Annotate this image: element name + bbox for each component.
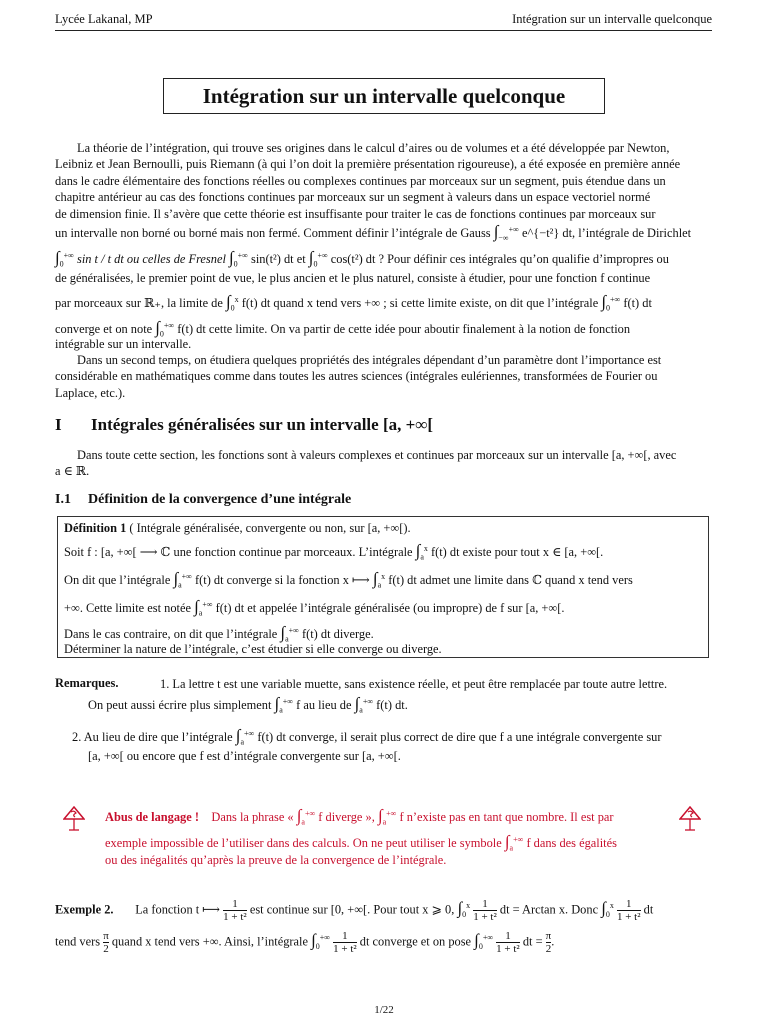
intro-line: dans le cadre élémentaire des fonctions réelles ou complexes continues par morceaux sur un segment, puis étendue dans un	[55, 173, 666, 188]
remark-text: f(t) dt converge, il serait plus correct de dire que f a une intégrale convergente sur	[257, 730, 662, 745]
integral-symbol: ∫	[280, 623, 286, 643]
remarks-heading: Remarques.	[55, 676, 119, 690]
integral-upper-bound: +∞	[317, 251, 328, 260]
remark-2-line	[72, 726, 714, 751]
integral-lower-bound: 0	[605, 909, 610, 919]
integral-lower-bound: a	[198, 608, 203, 618]
definition-line	[64, 569, 702, 594]
integral-symbol: ∫	[493, 222, 499, 242]
definition-subtitle: ( Intégrale généralisée, convergente ou non, sur [a, +∞[).	[129, 521, 411, 535]
fraction-numerator: 1	[496, 930, 520, 943]
integral-symbol: ∫	[415, 541, 421, 561]
integral-symbol: ∫	[601, 292, 607, 312]
warning-line-3: ou des inégalités qu’après la preuve de la convergence de l’intégrale.	[105, 853, 447, 867]
definition-text: +∞. Cette limite est notée	[64, 601, 191, 616]
integral-symbol: ∫	[274, 694, 280, 714]
remark-text: f(t) dt.	[376, 698, 408, 713]
integral-lower-bound: 0	[462, 909, 467, 919]
integral-symbol: ∫	[173, 569, 179, 589]
integral-lower-bound: a	[279, 705, 283, 715]
integral-symbol: ∫	[474, 930, 479, 950]
integral-upper-bound: +∞	[181, 572, 192, 581]
intro-text: f(t) dt	[623, 296, 652, 311]
definition-text: f(t) dt admet une limite dans ℂ quand x tend vers	[388, 573, 633, 588]
integral-lower-bound: a	[377, 580, 382, 590]
integral-symbol: ∫	[194, 597, 199, 617]
integral-lower-bound: a	[359, 705, 363, 715]
intro-text: sin(t²) dt et	[251, 252, 306, 267]
definition-title-line	[64, 520, 702, 536]
header-right: Intégration sur un intervalle quelconque	[512, 12, 712, 26]
section-number: I	[55, 415, 62, 434]
intro-paragraph-1	[55, 140, 713, 222]
warning-line-1	[105, 806, 675, 831]
intro-text: converge et on note	[55, 322, 153, 337]
integral-symbol: ∫	[457, 898, 463, 918]
integral-lower-bound: 0	[478, 941, 483, 951]
integral-upper-bound: +∞	[482, 933, 494, 943]
integral-lower-bound: a	[382, 817, 387, 827]
fraction-pi-over-2	[546, 930, 552, 955]
integral-symbol: ∫	[155, 318, 160, 338]
header-left: Lycée Lakanal, MP	[55, 12, 153, 26]
integral-lower-bound: 0	[606, 303, 611, 313]
definition-text: f(t) dt existe pour tout x ∈ [a, +∞[.	[430, 545, 604, 560]
definition-text: f(t) dt et appelée l’intégrale généralisée (ou impropre) de f sur [a, +∞[.	[215, 601, 565, 616]
integral-symbol: ∫	[308, 248, 314, 268]
example-label: Exemple 2.	[55, 902, 114, 917]
example-text: La fonction t ⟼	[135, 902, 221, 917]
fraction-denominator: 1 + t²	[333, 943, 357, 955]
fraction-numerator: 1	[333, 930, 357, 943]
integral-symbol: ∫	[311, 930, 316, 950]
intro-line: intégrable sur un intervalle.	[55, 337, 192, 351]
integral-upper-bound: x	[381, 572, 386, 581]
fraction	[223, 898, 247, 923]
fraction-denominator: 2	[103, 943, 109, 955]
integral-symbol: ∫	[354, 694, 360, 714]
integral-upper-bound: +∞	[282, 697, 293, 706]
definition-text: Dans le cas contraire, on dit que l’intégrale	[64, 627, 278, 642]
remark-text: f au lieu de	[296, 698, 352, 713]
example-text: dt = Arctan x. Donc	[499, 902, 599, 917]
section-intro	[55, 447, 713, 480]
section-title: Intégrales généralisées sur un intervalle [a, +∞[	[91, 415, 434, 434]
integral-lower-bound: a	[509, 843, 514, 853]
example-text: dt =	[522, 934, 543, 949]
intro-text: par morceaux sur ℝ₊, la limite de	[55, 296, 223, 311]
integral-upper-bound: +∞	[304, 809, 316, 818]
integral-lower-bound: 0	[159, 329, 164, 339]
warning-label: Abus de langage !	[105, 810, 199, 825]
example-text: tend vers	[55, 934, 101, 949]
example-line-1	[55, 898, 715, 923]
intro-text: un intervalle non borné ou borné mais non fermé. Comment définir l’intégrale de Gauss	[55, 226, 491, 241]
remark-1-line	[88, 694, 408, 719]
integral-upper-bound: +∞	[508, 225, 519, 234]
warning-road-sign-icon	[63, 806, 85, 836]
intro-text: cos(t²) dt ? Pour définir ces intégrales qu’on qualifie d’impropres ou	[330, 252, 669, 267]
integral-lower-bound: a	[178, 580, 182, 590]
remark-2-line: [a, +∞[ ou encore que f est d’intégrale convergente sur [a, +∞[.	[88, 749, 401, 763]
integral-upper-bound: +∞	[244, 729, 255, 738]
fraction-denominator: 2	[545, 943, 552, 955]
subsection-number: I.1	[55, 492, 71, 507]
integral-symbol: ∫	[372, 569, 378, 589]
integral-upper-bound: +∞	[319, 933, 330, 943]
integral-upper-bound: x	[234, 295, 239, 304]
page-title: Intégration sur un intervalle quelconque	[202, 83, 566, 108]
fraction-denominator: 1 + t²	[473, 911, 497, 923]
intro-line: de généralisées, le premier point de vue, le plus ancien et le plus naturel, consiste à étudier, pour une fonction f continue	[55, 271, 651, 285]
integral-symbol: ∫	[377, 806, 383, 826]
fraction-denominator: 1 + t²	[496, 943, 520, 955]
page-number: 1/22	[374, 1004, 394, 1016]
integral-upper-bound: x	[423, 544, 428, 553]
integral-lower-bound: a	[301, 817, 305, 827]
integral-upper-bound: +∞	[288, 626, 299, 635]
integral-symbol: ∫	[229, 248, 234, 268]
integral-symbol: ∫	[55, 248, 60, 268]
definition-line	[64, 541, 702, 566]
fraction-numerator: π	[103, 930, 109, 942]
integral-lower-bound: 0	[313, 259, 318, 269]
intro-line: La théorie de l’intégration, qui trouve ses origines dans le calcul d’aires ou de volumes et a été développée par Newton,	[77, 141, 670, 155]
integral-upper-bound: +∞	[202, 600, 213, 609]
warning-text: f dans des égalités	[526, 836, 617, 851]
integral-upper-bound: +∞	[362, 697, 374, 706]
intro-line-gauss	[55, 222, 713, 247]
section-intro-line: a ∈ ℝ.	[55, 464, 90, 479]
integral-lower-bound: 0	[230, 303, 235, 313]
example-text: dt	[643, 902, 654, 917]
intro-line: Dans un second temps, on étudiera quelques propriétés des intégrales dépendant d’un paramètre dont l’importance est	[77, 353, 662, 367]
definition-text: f(t) dt diverge.	[301, 627, 374, 642]
definition-line: Déterminer la nature de l’intégrale, c’est étudier si elle converge ou diverge.	[64, 642, 442, 656]
integral-upper-bound: +∞	[163, 321, 175, 330]
warning-text: f n’existe pas en tant que nombre. Il est par	[399, 810, 614, 825]
intro-line: chapitre antérieur au cas des fonctions continues par morceaux sur un segment à valeurs dans un espace vectoriel normé	[55, 190, 651, 205]
remark-text: On peut aussi écrire plus simplement	[88, 698, 272, 713]
remark-1-line: 1. La lettre t est une variable muette, sans existence réelle, et peut être remplacée par toute autre lettre.	[160, 677, 668, 691]
fraction-numerator: 1	[223, 898, 247, 911]
integral-lower-bound: 0	[315, 941, 320, 951]
integral-symbol: ∫	[601, 898, 606, 918]
intro-line-limit	[55, 292, 713, 317]
example-text: est continue sur [0, +∞[. Pour tout x ⩾ 0,	[249, 902, 455, 917]
integral-upper-bound: x	[466, 901, 471, 911]
header-rule	[55, 30, 712, 31]
remark-text: 2. Au lieu de dire que l’intégrale	[72, 730, 233, 745]
warning-text: f diverge »,	[318, 810, 375, 825]
definition-text: Soit f : [a, +∞[ ⟶ ℂ une fonction continue par morceaux. L’intégrale	[64, 545, 413, 560]
intro-line: Leibniz et Jean Bernoulli, puis Riemann (à qui l’on doit la première présentation rigoureuse), a été exposée en première année	[55, 157, 681, 172]
integral-lower-bound: a	[285, 634, 289, 644]
intro-paragraph-2	[55, 352, 713, 401]
integral-upper-bound: +∞	[513, 835, 524, 844]
definition-line	[64, 597, 702, 622]
integral-symbol: ∫	[296, 806, 302, 826]
integral-symbol: ∫	[504, 832, 510, 852]
integral-lower-bound: 0	[233, 259, 238, 269]
example-text: dt converge et on pose	[359, 934, 472, 949]
integral-upper-bound: +∞	[237, 251, 248, 260]
definition-text: f(t) dt converge si la fonction x ⟼	[195, 573, 370, 588]
fraction-numerator: 1	[473, 898, 497, 911]
subsection-heading	[55, 492, 351, 508]
intro-text: e^{−t²} dt, l’intégrale de Dirichlet	[521, 226, 692, 241]
warning-text: Dans la phrase «	[211, 810, 294, 825]
warning-text: exemple impossible de l’utiliser dans des calculs. On ne peut utiliser le symbole	[105, 836, 502, 851]
integral-lower-bound: −∞	[498, 233, 509, 243]
integral-upper-bound: +∞	[610, 295, 621, 304]
fraction-numerator: π	[545, 930, 552, 942]
definition-label: Définition 1	[64, 521, 127, 535]
fraction-pi-over-2	[103, 930, 109, 955]
fraction-denominator: 1 + t²	[616, 911, 641, 923]
intro-text: f(t) dt cette limite. On va partir de cette idée pour aboutir finalement à la notion de fonction	[177, 322, 631, 337]
intro-text: f(t) dt quand x tend vers +∞ ; si cette limite existe, on dit que l’intégrale	[241, 296, 599, 311]
warning-road-sign-icon	[679, 806, 701, 836]
integral-lower-bound: a	[240, 737, 245, 747]
definition-text: On dit que l’intégrale	[64, 573, 171, 588]
section-intro-line: Dans toute cette section, les fonctions sont à valeurs complexes et continues par morceaux sur un intervalle [a, +∞[, avec	[77, 448, 677, 462]
intro-line: Laplace, etc.).	[55, 385, 126, 400]
fraction	[473, 898, 497, 923]
integral-symbol: ∫	[226, 292, 231, 312]
integral-lower-bound: 0	[59, 259, 64, 269]
integral-lower-bound: a	[420, 552, 424, 562]
example-line-2: tend vers $\frac{\pi}{2}$ quand x tend vers +∞. Ainsi, l’intégrale $\int_0^{+\infty}$ $\frac{1}{\text{1 + t²}}$ dt converge et on pose $\int_0^{+\infty}$ $\frac{1}{\text{1 + t²}}$ dt = $\frac{\pi}{2}$ .	[55, 930, 555, 955]
page-title-box	[163, 78, 605, 114]
integral-symbol: ∫	[235, 726, 241, 746]
intro-text: sin t / t dt ou celles de Fresnel	[77, 252, 226, 267]
fraction	[496, 930, 520, 955]
integral-upper-bound: x	[609, 901, 614, 911]
section-heading	[55, 415, 433, 435]
intro-line: considérable en mathématiques comme dans toutes les autres sciences (intégrales eulériennes, transformées de Fourier ou	[55, 369, 658, 384]
integral-upper-bound: +∞	[386, 809, 397, 818]
fraction	[617, 898, 641, 923]
intro-line: de dimension finie. Il s’avère que cette théorie est insuffisante pour traiter le cas de fonctions continues par morceaux sur	[55, 206, 656, 221]
subsection-title: Définition de la convergence d’une intégrale	[88, 492, 352, 507]
fraction-denominator: 1 + t²	[223, 911, 247, 923]
fraction-numerator: 1	[617, 898, 641, 911]
example-text: quand x tend vers +∞. Ainsi, l’intégrale	[111, 934, 308, 949]
fraction	[333, 930, 357, 955]
definition-box	[57, 516, 709, 658]
integral-upper-bound: +∞	[63, 251, 74, 260]
